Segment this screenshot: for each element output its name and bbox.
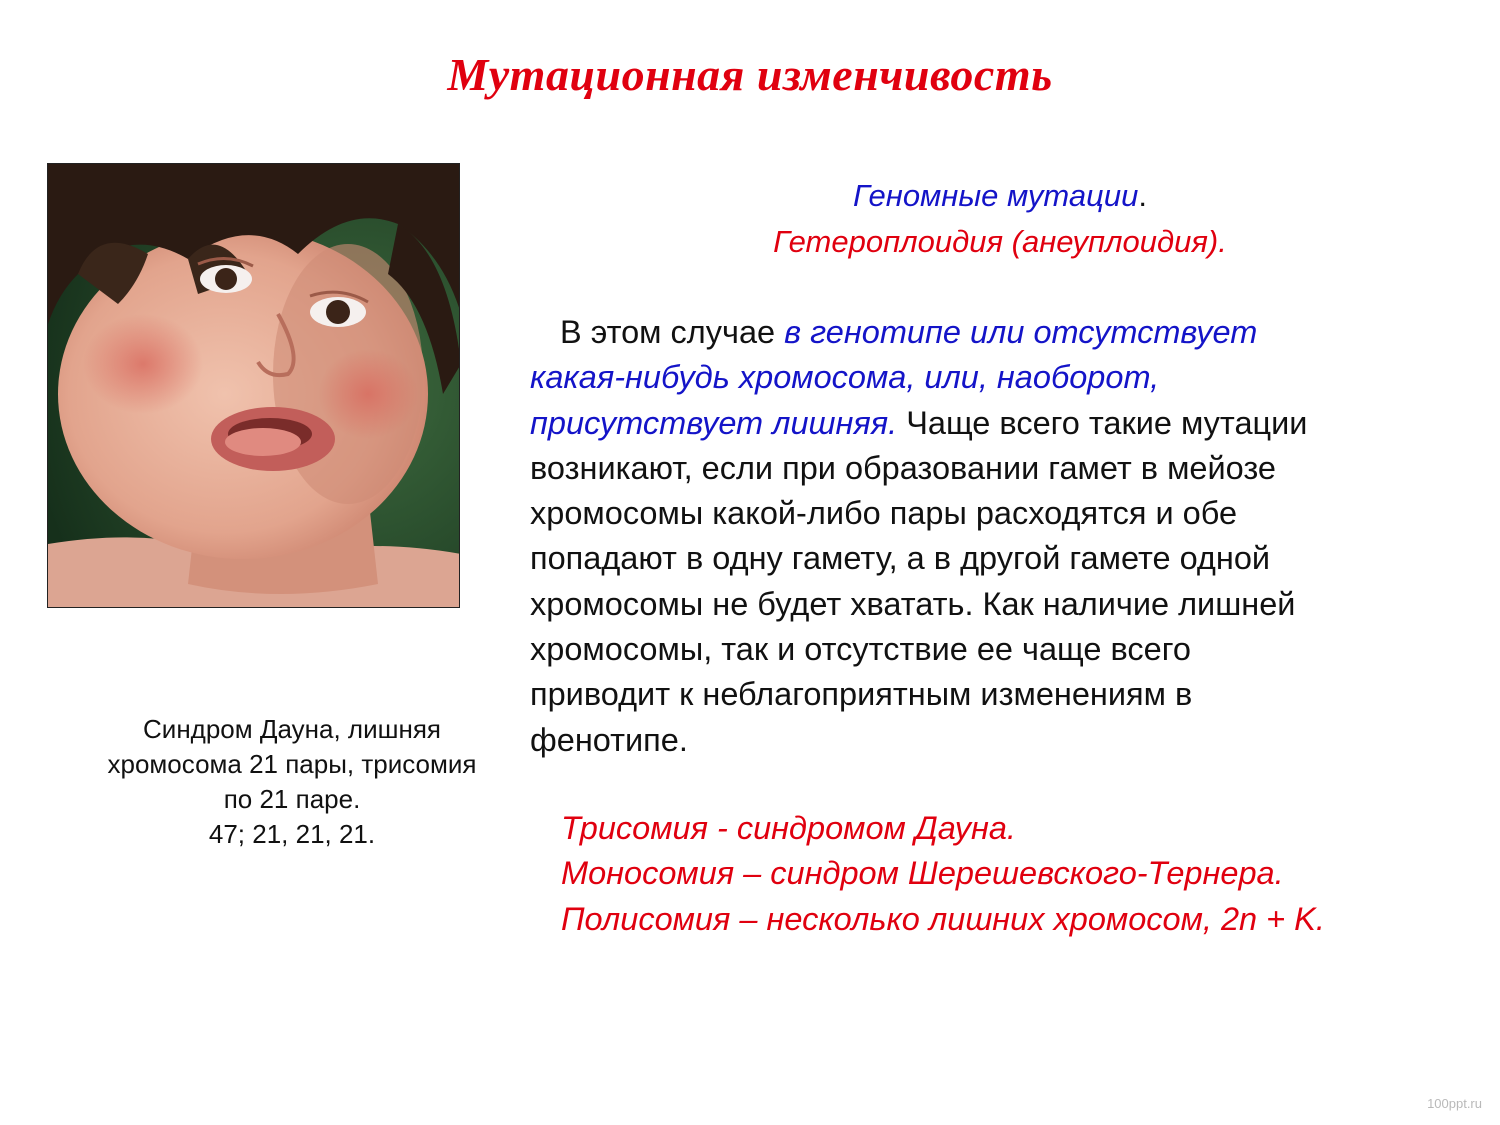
body-paragraph xyxy=(530,310,1460,763)
body-line xyxy=(530,310,1460,355)
genomic-mutations-heading xyxy=(530,178,1470,214)
body-line xyxy=(530,355,1460,400)
caption-line-2: хромосома 21 пары, трисомия xyxy=(107,749,477,779)
body-text-highlight: в генотипе или отсутствует xyxy=(784,314,1258,350)
body-line xyxy=(530,401,1460,446)
heading-1-period: . xyxy=(1138,178,1147,213)
heading-1-text: Геномные мутации xyxy=(853,178,1139,213)
body-line: приводит к неблагоприятным изменениям в xyxy=(530,676,1193,713)
syndrome-list xyxy=(561,806,1491,942)
photo-caption xyxy=(60,712,524,852)
body-line: попадают в одну гамету, а в другой гамете одной xyxy=(530,540,1271,577)
body-line: хромосомы, так и отсутствие ее чаще всего xyxy=(530,631,1191,668)
heteroploidy-heading: Гетероплоидия (анеуплоидия). xyxy=(773,224,1227,259)
syndrome-list-item: Трисомия - синдромом Дауна. xyxy=(561,810,1016,846)
syndrome-list-item: Моносомия – синдром Шерешевского-Тернера. xyxy=(561,855,1284,892)
body-line: хромосомы не будет хватать. Как наличие лишней xyxy=(530,585,1296,622)
body-line: возникают, если при образовании гамет в мейозе xyxy=(530,449,1276,486)
body-text-plain: В этом случае xyxy=(560,314,785,350)
body-text-highlight: какая-нибудь хромосома, или, наоборот, xyxy=(530,359,1160,396)
watermark: 100ppt.ru xyxy=(1427,1096,1482,1111)
body-text-highlight: присутствует лишняя. xyxy=(530,404,898,441)
body-line: хромосомы какой-либо пары расходятся и обе xyxy=(530,495,1238,532)
slide-title: Мутационная изменчивость xyxy=(447,49,1053,100)
child-face-photo xyxy=(47,163,460,608)
caption-line-1: Синдром Дауна, лишняя xyxy=(143,714,441,744)
body-line: фенотипе. xyxy=(530,721,688,758)
body-text-plain: Чаще всего такие мутации xyxy=(897,404,1308,441)
caption-line-4: 47; 21, 21, 21. xyxy=(208,819,376,849)
syndrome-list-item: Полисомия – несколько лишних хромосом, 2n + K. xyxy=(561,900,1325,937)
caption-line-3: по 21 паре. xyxy=(223,784,361,814)
